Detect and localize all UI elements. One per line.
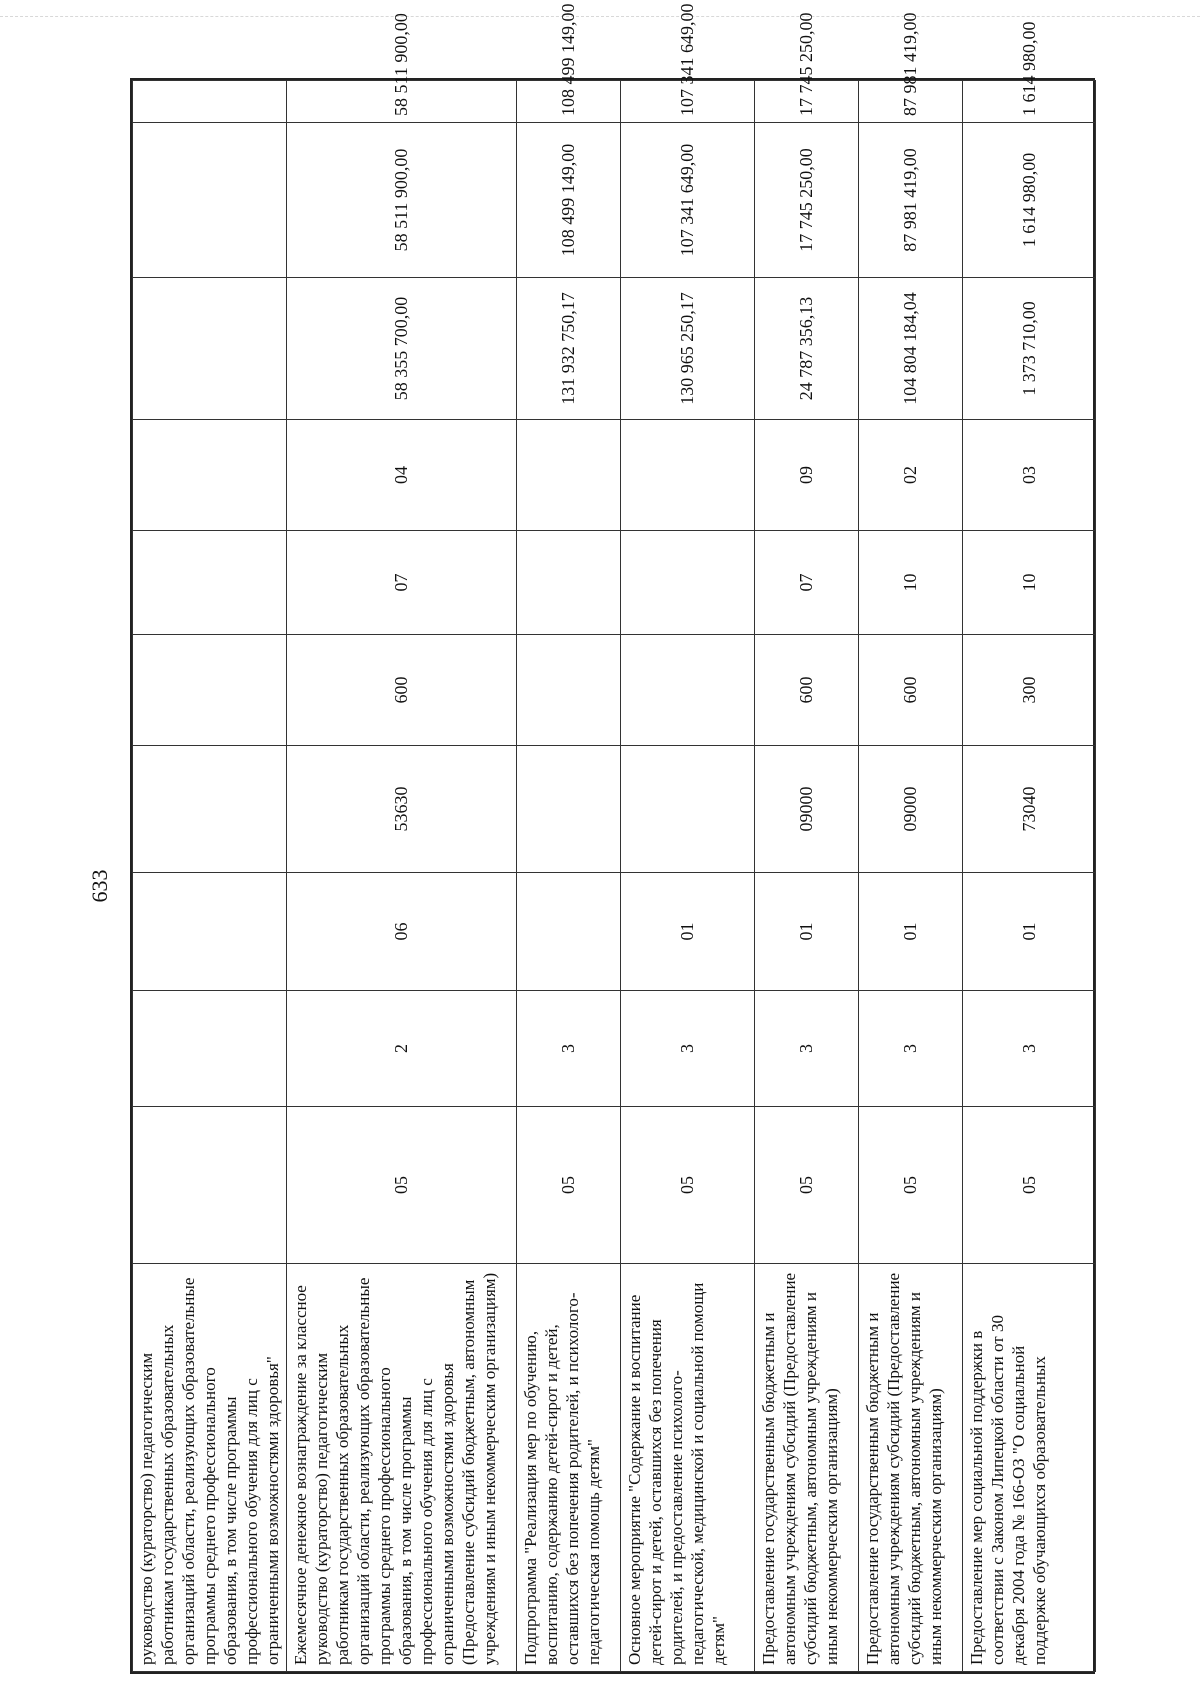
section-cell: 10: [859, 531, 963, 635]
subprogram-code-cell: 3: [963, 991, 1096, 1107]
section-cell: 07: [287, 531, 517, 635]
amount-year2-cell: [133, 123, 287, 278]
activity-code-cell: 01: [621, 873, 755, 991]
program-code-cell: 05: [287, 1107, 517, 1264]
expense-type-cell: 600: [287, 635, 517, 746]
expense-type-cell: [517, 635, 621, 746]
expense-type-cell: [133, 635, 287, 746]
table-row: [287, 81, 517, 1672]
amount-year3-cell: 107 341 649,00: [621, 81, 755, 123]
subsection-cell: [621, 420, 755, 531]
subprogram-code-cell: 3: [755, 991, 859, 1107]
amount-year1-cell: 58 355 700,00: [287, 278, 517, 420]
amount-year1-cell: 24 787 356,13: [755, 278, 859, 420]
amount-year3-cell: 1 614 980,00: [963, 81, 1096, 123]
expense-type-cell: 300: [963, 635, 1096, 746]
scan-top-edge: [0, 0, 1200, 17]
expense-type-cell: 600: [859, 635, 963, 746]
direction-code-cell: [133, 746, 287, 873]
amount-year3-cell: 87 981 419,00: [859, 81, 963, 123]
page-number: 633: [87, 869, 112, 903]
section-cell: [621, 531, 755, 635]
row-name-cell: Предоставление государственным бюджетным и автономным учреждениям субсидий (Предоставление субсидий бюджетным, автономным учреждениям и иным некоммерческим организациям): [755, 1264, 859, 1672]
row-name-cell: Предоставление государственным бюджетным и автономным учреждениям субсидий (Предоставление субсидий бюджетным, автономным учреждениям и иным некоммерческим организациям): [859, 1264, 963, 1672]
subsection-cell: 04: [287, 420, 517, 531]
budget-table-frame: [130, 3, 1095, 1674]
amount-year1-cell: [133, 278, 287, 420]
expense-type-cell: [621, 635, 755, 746]
activity-code-cell: 01: [755, 873, 859, 991]
activity-code-cell: [517, 873, 621, 991]
program-code-cell: 05: [859, 1107, 963, 1264]
amount-year3-cell: 17 745 250,00: [755, 81, 859, 123]
table-row: [133, 81, 287, 1672]
row-name-cell: Подпрограмма "Реализация мер по обучению, воспитанию, содержанию детей-сирот и детей, оставшихся без попечения родителей, и психолого-педагогическая помощь детям": [517, 1264, 621, 1672]
program-code-cell: 05: [621, 1107, 755, 1264]
program-code-cell: 05: [517, 1107, 621, 1264]
rotated-table-container: [132, 3, 1093, 1672]
amount-year2-cell: 108 499 149,00: [517, 123, 621, 278]
direction-code-cell: 09000: [859, 746, 963, 873]
section-cell: 07: [755, 531, 859, 635]
subprogram-code-cell: 2: [287, 991, 517, 1107]
table-row: [517, 81, 621, 1672]
direction-code-cell: [517, 746, 621, 873]
table-row: [963, 81, 1096, 1672]
row-name-cell: руководство (кураторство) педагогическим работникам государственных образовательных организаций области, реализующих образовательные программы среднего профессионального образования, в том числе программы профессионального обучения для лиц с ограниченными возможностями здоровья": [133, 1264, 287, 1672]
subprogram-code-cell: [133, 991, 287, 1107]
direction-code-cell: 53630: [287, 746, 517, 873]
direction-code-cell: 73040: [963, 746, 1096, 873]
subsection-cell: 02: [859, 420, 963, 531]
amount-year2-cell: 1 614 980,00: [963, 123, 1096, 278]
section-cell: [517, 531, 621, 635]
amount-year1-cell: 104 804 184,04: [859, 278, 963, 420]
activity-code-cell: 06: [287, 873, 517, 991]
subsection-cell: 03: [963, 420, 1096, 531]
row-name-cell: Основное мероприятие "Содержание и воспитание детей-сирот и детей, оставшихся без попечения родителей, и предоставление психолого-педагогической, медицинской и социальной помощи детям": [621, 1264, 755, 1672]
subsection-cell: [517, 420, 621, 531]
section-cell: 10: [963, 531, 1096, 635]
amount-year2-cell: 58 511 900,00: [287, 123, 517, 278]
row-name-cell: Предоставление мер социальной поддержки в соответствии с Законом Липецкой области от 30 декабря 2004 года № 166-ОЗ "О социальной поддержке обучающихся образовательных: [963, 1264, 1096, 1672]
expense-type-cell: 600: [755, 635, 859, 746]
activity-code-cell: 01: [859, 873, 963, 991]
amount-year1-cell: 130 965 250,17: [621, 278, 755, 420]
subprogram-code-cell: 3: [517, 991, 621, 1107]
direction-code-cell: [621, 746, 755, 873]
table-row: [621, 81, 755, 1672]
table-row: [755, 81, 859, 1672]
amount-year2-cell: 17 745 250,00: [755, 123, 859, 278]
amount-year1-cell: 1 373 710,00: [963, 278, 1096, 420]
direction-code-cell: 09000: [755, 746, 859, 873]
amount-year2-cell: 107 341 649,00: [621, 123, 755, 278]
amount-year3-cell: 58 511 900,00: [287, 81, 517, 123]
program-code-cell: 05: [963, 1107, 1096, 1264]
subsection-cell: 09: [755, 420, 859, 531]
subprogram-code-cell: 3: [859, 991, 963, 1107]
subsection-cell: [133, 420, 287, 531]
table-row: [859, 81, 963, 1672]
amount-year3-cell: 108 499 149,00: [517, 81, 621, 123]
subprogram-code-cell: 3: [621, 991, 755, 1107]
program-code-cell: [133, 1107, 287, 1264]
amount-year2-cell: 87 981 419,00: [859, 123, 963, 278]
activity-code-cell: [133, 873, 287, 991]
section-cell: [133, 531, 287, 635]
program-code-cell: 05: [755, 1107, 859, 1264]
row-name-cell: Ежемесячное денежное вознаграждение за классное руководство (кураторство) педагогическим работникам государственных образовательных организаций области, реализующих образовательные программы среднего профессионального образования, в том числе программы профессионального обучения для лиц с ограниченными возможностями здоровья (Предоставление субсидий бюджетным, автономным учреждениям и иным некоммерческим организациям): [287, 1264, 517, 1672]
budget-table: [132, 3, 1096, 1672]
amount-year3-cell: [133, 81, 287, 123]
activity-code-cell: 01: [963, 873, 1096, 991]
amount-year1-cell: 131 932 750,17: [517, 278, 621, 420]
